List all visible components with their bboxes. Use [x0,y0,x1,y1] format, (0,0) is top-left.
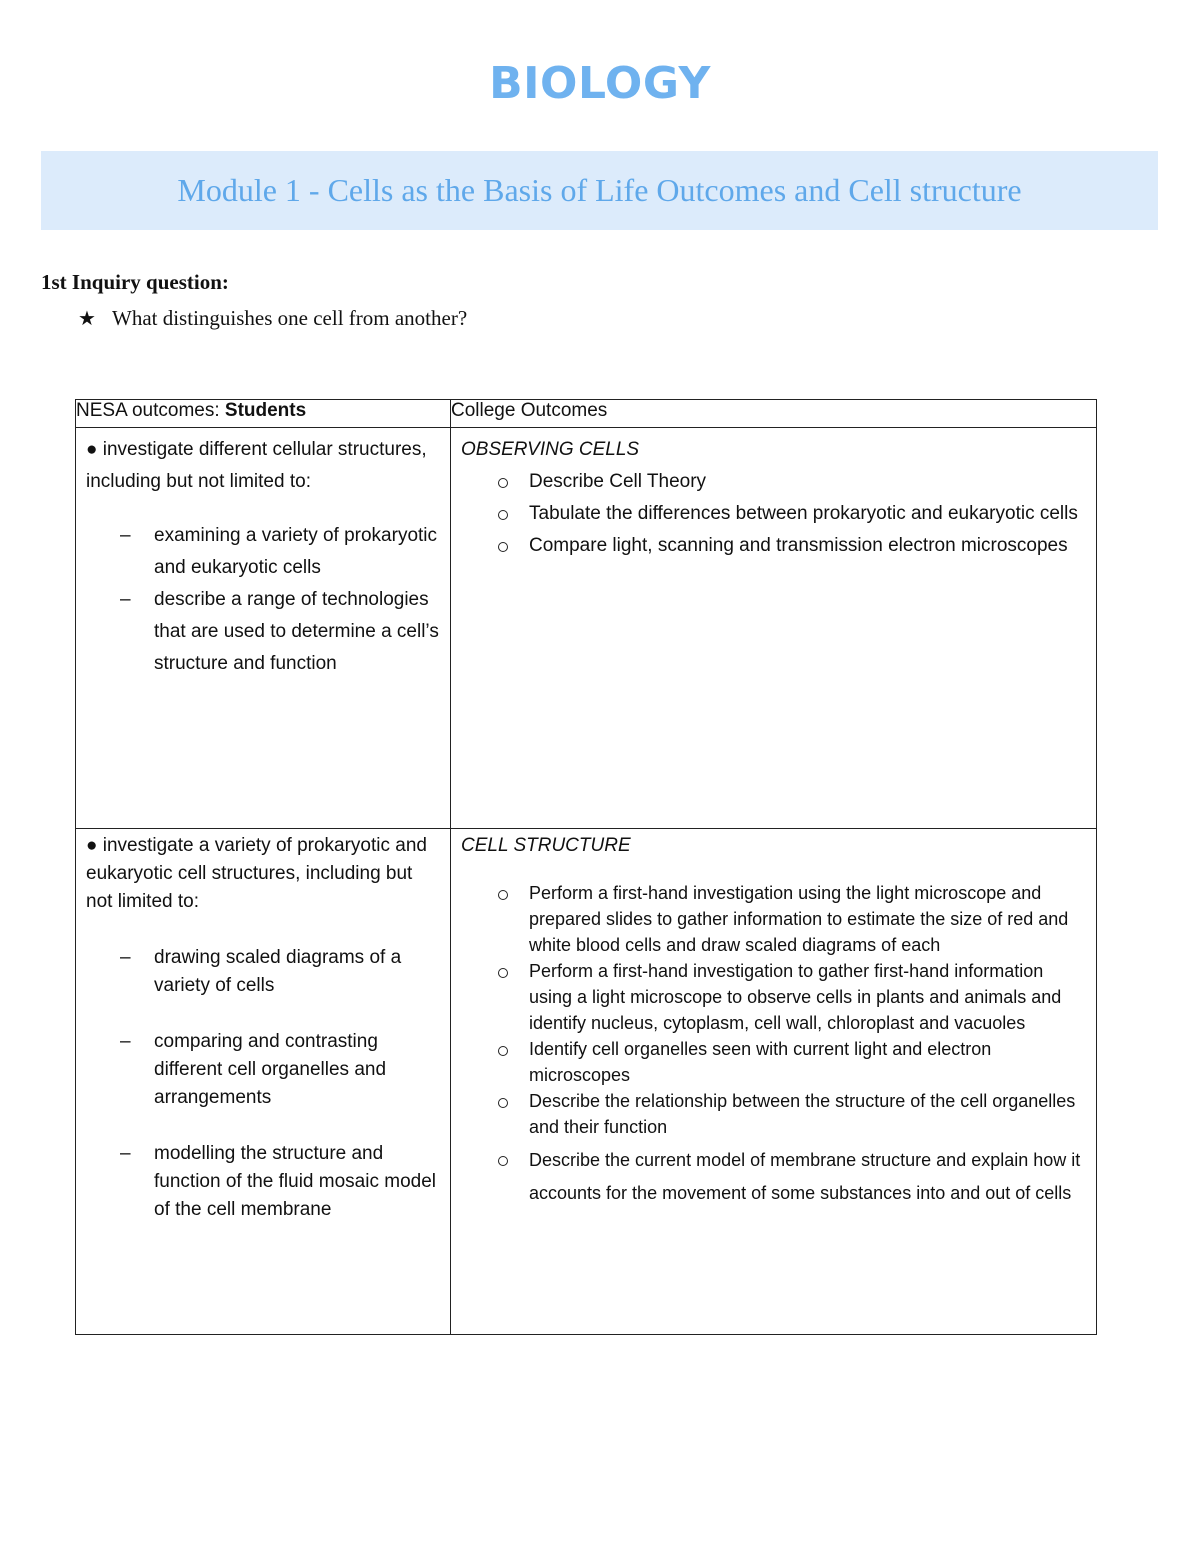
circle-bullet-icon [498,478,508,488]
college-list-item [461,466,1086,498]
nesa-list [86,944,440,1224]
nesa-item-text: modelling the structure and function of the fluid mosaic model of the cell membrane [154,1143,436,1220]
nesa-list-item [86,520,440,584]
college-item-text: Perform a first-hand investigation to gather first-hand information using a light microscope to observe cells in plants and animals and identify nucleus, cytoplasm, cell wall, chloroplast and vacuoles [529,961,1062,1033]
college-section-heading: OBSERVING CELLS [461,439,640,460]
nesa-item-text: comparing and contrasting different cell organelles and arrangements [154,1031,387,1108]
circle-bullet-icon [498,1156,508,1166]
inquiry-question-row [78,306,467,331]
nesa-list-item [86,944,440,1000]
module-banner-text: Module 1 - Cells as the Basis of Life Outcomes and Cell structure [177,172,1022,208]
nesa-item-text: drawing scaled diagrams of a variety of cells [154,947,402,996]
college-list [461,466,1086,562]
nesa-intro: ● investigate different cellular structures, including but not limited to: [86,439,427,492]
circle-bullet-icon [498,510,508,520]
nesa-list [86,520,440,680]
inquiry-heading: 1st Inquiry question: [41,270,229,294]
college-section-heading: CELL STRUCTURE [461,835,631,856]
nesa-item-text: examining a variety of prokaryotic and eukaryotic cells [154,525,438,578]
college-list-item [461,1144,1086,1210]
nesa-list-item [86,1140,440,1224]
nesa-intro: ● investigate a variety of prokaryotic and eukaryotic cell structures, including but not limited to: [86,835,427,912]
college-list-item [461,530,1086,562]
college-column-header: College Outcomes [451,400,1097,428]
college-list-item [461,958,1086,1036]
dash-icon: – [120,947,131,968]
circle-bullet-icon [498,968,508,978]
outcomes-table [75,399,1097,1335]
nesa-cell [76,428,451,829]
nesa-list-item [86,1028,440,1112]
star-icon: ★ [78,306,96,330]
module-banner [41,151,1158,230]
college-item-text: Tabulate the differences between prokaryotic and eukaryotic cells [529,503,1078,524]
college-item-text: Describe the current model of membrane structure and explain how it accounts for the movement of some substances into and out of cells [529,1150,1081,1203]
table-row [76,829,1097,1335]
college-item-text: Compare light, scanning and transmission electron microscopes [529,535,1068,556]
circle-bullet-icon [498,1098,508,1108]
college-list-item [461,880,1086,958]
nesa-item-text: describe a range of technologies that are used to determine a cell’s structure and function [154,589,439,674]
table-header-row [76,400,1097,428]
document-title: BIOLOGY [489,58,711,109]
college-item-text: Describe Cell Theory [529,471,707,492]
dash-icon: – [120,1143,131,1164]
dash-icon: – [120,589,131,610]
nesa-header-bold: Students [224,400,307,421]
nesa-cell [76,829,451,1335]
table-row [76,428,1097,829]
nesa-column-header [76,400,451,428]
dash-icon: – [120,1031,131,1052]
circle-bullet-icon [498,542,508,552]
college-cell [451,829,1097,1335]
inquiry-question: What distinguishes one cell from another? [112,306,468,330]
dash-icon: – [120,525,131,546]
circle-bullet-icon [498,890,508,900]
college-list-item [461,1036,1086,1088]
nesa-list-item [86,584,440,680]
college-item-text: Describe the relationship between the structure of the cell organelles and their function [529,1091,1076,1137]
nesa-header-prefix: NESA outcomes: [76,400,225,421]
college-list-item [461,498,1086,530]
college-item-text: Perform a first-hand investigation using the light microscope and prepared slides to gather information to estimate the size of red and white blood cells and draw scaled diagrams of each [529,883,1069,955]
college-list-item [461,1088,1086,1140]
college-item-text: Identify cell organelles seen with current light and electron microscopes [529,1039,992,1085]
college-list [461,880,1086,1210]
circle-bullet-icon [498,1046,508,1056]
college-cell [451,428,1097,829]
